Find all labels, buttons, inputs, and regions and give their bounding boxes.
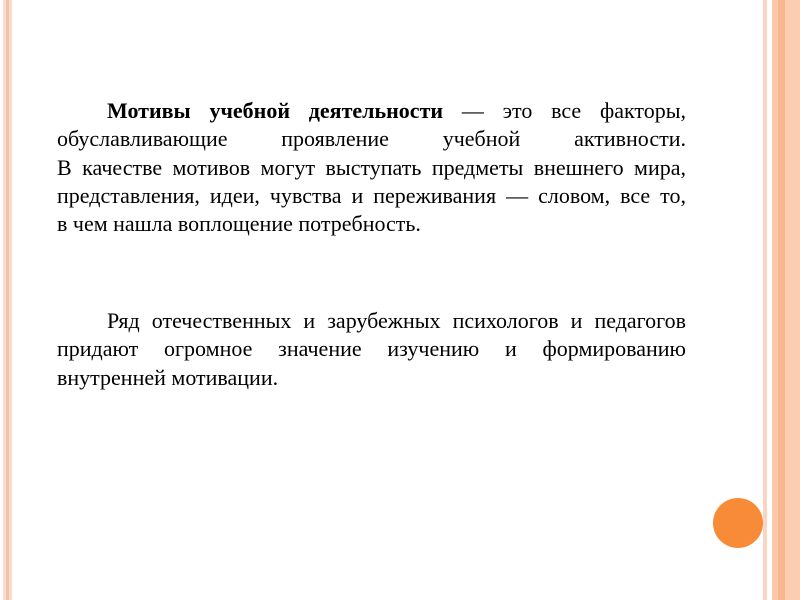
accent-circle — [713, 498, 763, 548]
text-line: представления, идеи, чувства и переживания — словом, все то, — [57, 182, 686, 208]
text-line: в чем нашла воплощение потребность. — [57, 211, 421, 237]
text-line-rest: — это все факторы, — [443, 98, 686, 123]
right-border-thin-stripe — [763, 0, 767, 600]
text-line: Ряд отечественных и зарубежных психологов и педагогов — [107, 308, 686, 333]
text-line — [57, 97, 686, 125]
left-border-stripe-inner — [9, 0, 12, 600]
text-line: обуславливающие проявление учебной активности. — [57, 126, 686, 152]
paragraph-definition-of-motives — [57, 97, 686, 238]
right-border-band-dark — [778, 0, 785, 600]
text-line: В качестве мотивов могут выступать предметы внешнего мира, — [57, 154, 686, 180]
right-border-band-outer — [785, 0, 800, 600]
paragraph-psychologists-statement — [57, 307, 686, 392]
text-line: придают огромное значение изучению и формированию — [57, 336, 686, 362]
text-line: внутренней мотивации. — [57, 364, 279, 390]
bold-term: Мотивы учебной деятельности — [107, 98, 444, 123]
